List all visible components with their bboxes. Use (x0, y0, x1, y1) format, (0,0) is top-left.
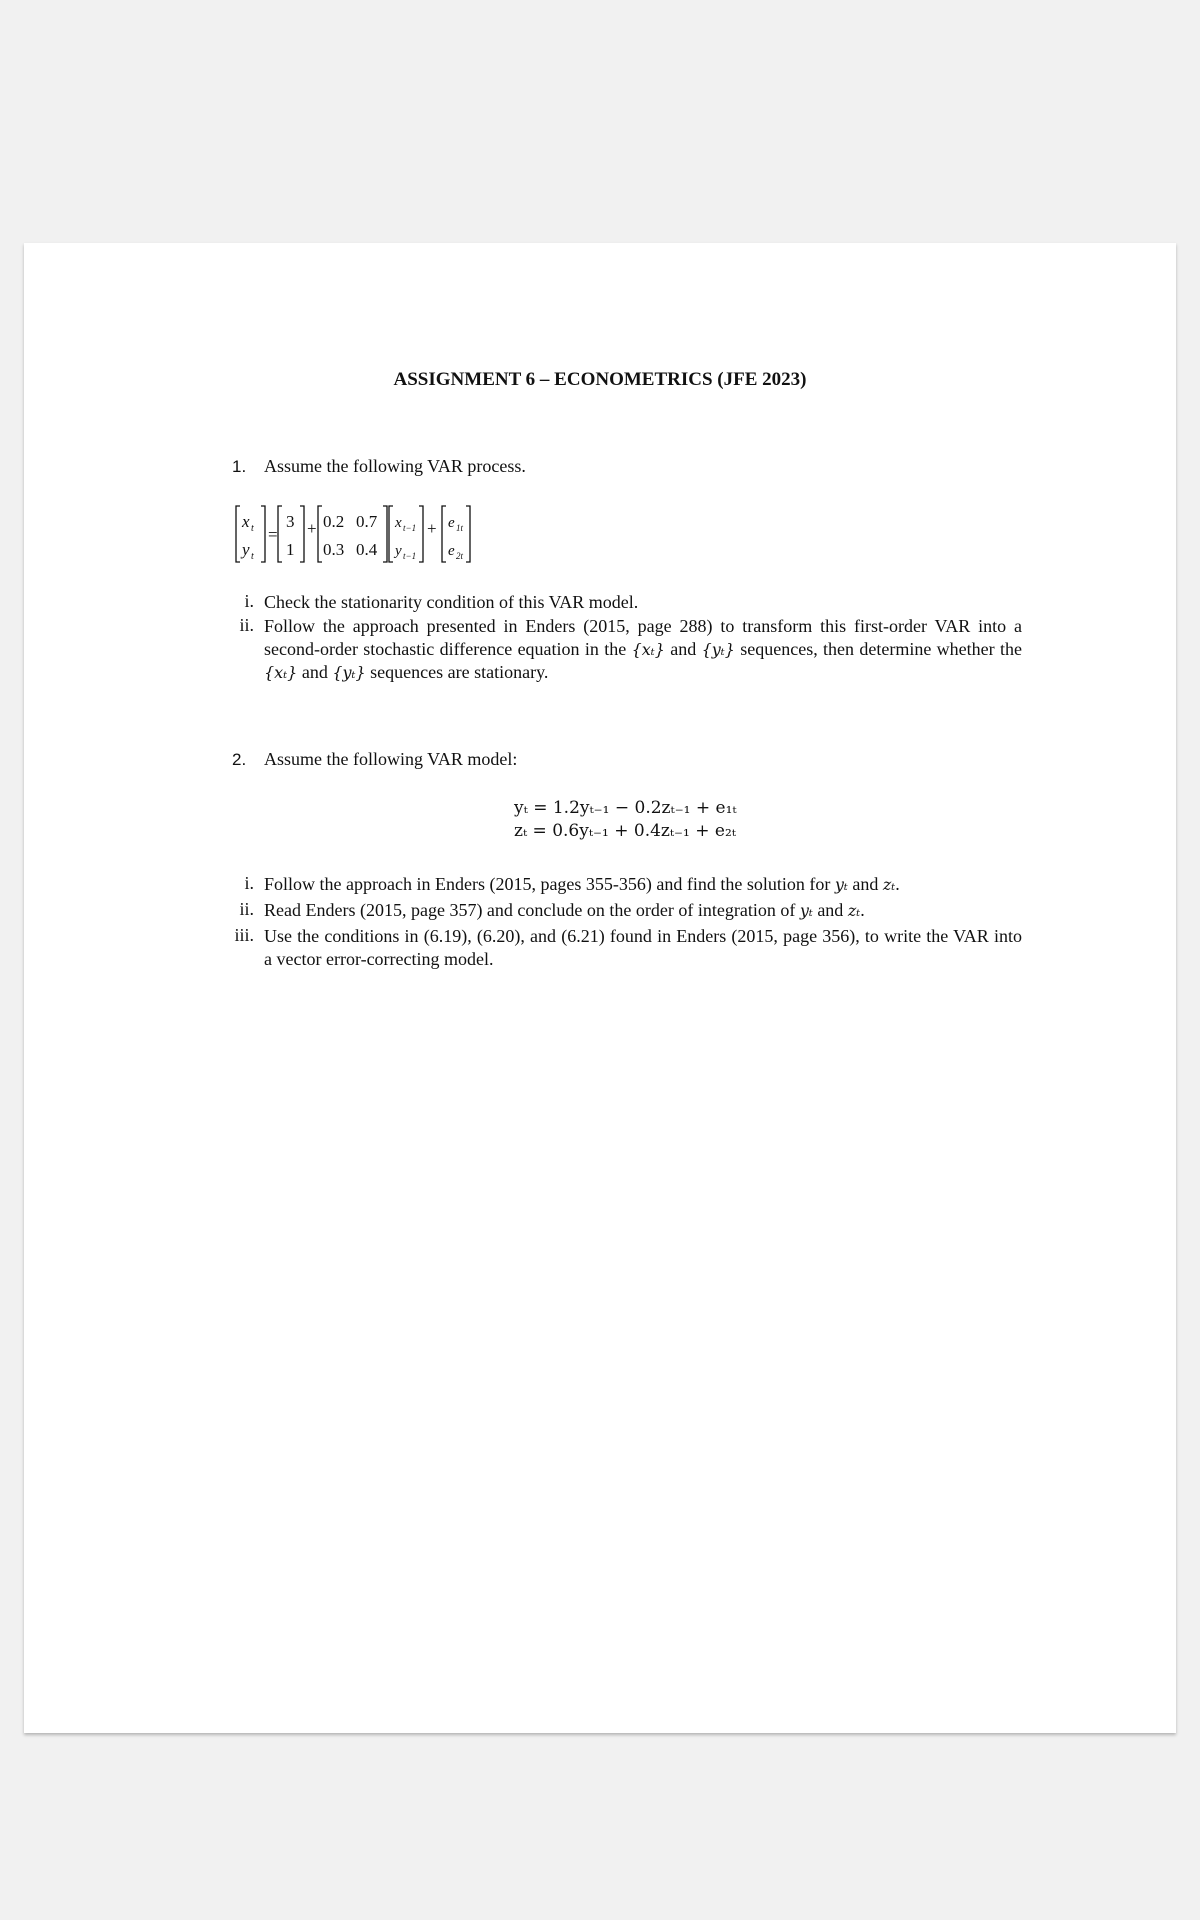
equals-sign: = (268, 525, 278, 544)
math-y-sequence: {yₜ} (332, 663, 366, 682)
q2-item-2-text: Read Enders (2015, page 357) and conclude on the order of integration of yₜ and zₜ. (264, 900, 865, 920)
coef-21: 0.3 (323, 540, 345, 559)
coef-12: 0.7 (356, 512, 378, 531)
coef-22: 0.4 (356, 540, 378, 559)
math-z-t: zₜ (882, 875, 896, 894)
document-page (24, 243, 1176, 1733)
const-2: 1 (286, 540, 295, 559)
q1-item-1-text: Check the stationarity condition of this VAR model. (264, 592, 639, 612)
err-2: e (448, 543, 455, 559)
page-title: ASSIGNMENT 6 – ECONOMETRICS (JFE 2023) (393, 369, 807, 390)
math-x-sequence: {xₜ} (264, 663, 298, 682)
err-1-sub: 1t (456, 523, 464, 533)
q1-item-1-label: i. (244, 591, 254, 611)
question-1-intro: Assume the following VAR process. (264, 456, 526, 476)
lag-x: x (395, 515, 402, 531)
q2-item-1-label: i. (244, 873, 254, 893)
equation-z: zₜ = 0.6yₜ₋₁ + 0.4zₜ₋₁ + e₂ₜ (514, 821, 736, 841)
q2-item-3-label: iii. (234, 925, 254, 945)
plus-sign-2: + (427, 519, 437, 538)
q1-item-2-text: Follow the approach presented in Enders (2015, page 288) to transform this first-order VAR into a second-order stochastic difference equation in the {xₜ} and {yₜ} sequences, then determine whether the {xₜ} and {yₜ} sequences are stationary. (264, 616, 1022, 682)
const-1: 3 (286, 512, 295, 531)
math-z-t: zₜ (847, 901, 861, 920)
q2-item-3-text: Use the conditions in (6.19), (6.20), and (6.21) found in Enders (2015, page 356), to write the VAR into a vector error-correcting model. (264, 926, 1022, 969)
lhs-y-sub: t (251, 551, 254, 562)
question-2-intro: Assume the following VAR model: (264, 749, 518, 769)
math-y-t: yₜ (799, 901, 813, 920)
coef-11: 0.2 (323, 512, 345, 531)
q2-item-1-text: Follow the approach in Enders (2015, pages 355-356) and find the solution for yₜ and zₜ. (264, 874, 900, 894)
plus-sign-1: + (307, 519, 317, 538)
err-1: e (448, 515, 455, 531)
var-matrix-equation (234, 502, 574, 566)
math-y-sequence: {yₜ} (701, 640, 735, 659)
lhs-x-sub: t (251, 523, 254, 534)
lhs-x: x (242, 512, 250, 531)
question-1-number: 1. (232, 457, 247, 476)
math-y-t: yₜ (834, 875, 848, 894)
equation-y: yₜ = 1.2yₜ₋₁ − 0.2zₜ₋₁ + e₁ₜ (514, 798, 737, 818)
lag-y-sub: t−1 (403, 551, 417, 561)
q2-item-2-label: ii. (239, 899, 254, 919)
q1-item-2-label: ii. (239, 615, 254, 635)
question-2-number: 2. (232, 750, 247, 769)
math-x-sequence: {xₜ} (631, 640, 665, 659)
lag-x-sub: t−1 (403, 523, 417, 533)
lhs-y: y (242, 540, 250, 559)
err-2-sub: 2t (456, 551, 464, 561)
lag-y: y (395, 543, 402, 559)
